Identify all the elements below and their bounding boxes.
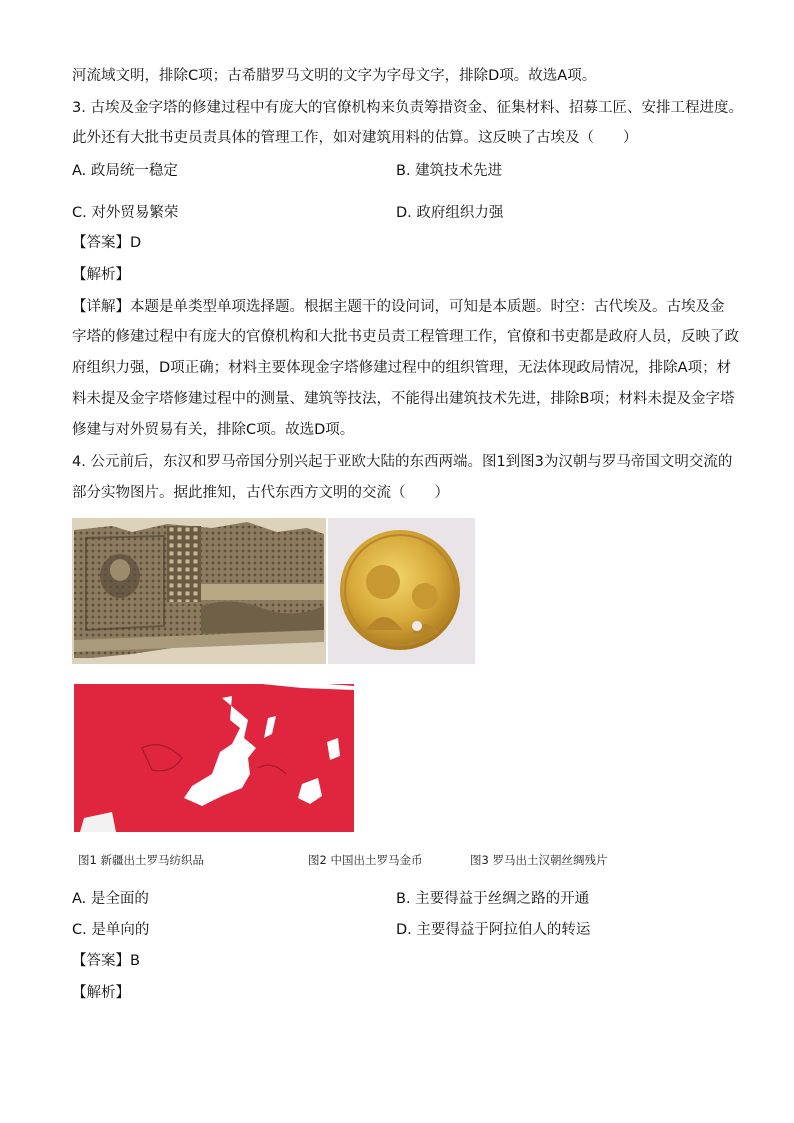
question-4-stem-cont: 部分实物图片。据此推知，古代东西方文明的交流（ ） <box>72 485 449 501</box>
text-line: 河流域文明，排除C项；古希腊罗马文明的文字为字母文字，排除D项。故选A项。 <box>72 68 597 84</box>
q3-detail-line: 修建与对外贸易有关，排除C项。故选D项。 <box>72 422 355 438</box>
question-4-stem: 4. 公元前后，东汉和罗马帝国分别兴起于亚欧大陆的东西两端。图1到图3为汉朝与罗马帝国文明交流的 <box>72 454 733 470</box>
q3-option-d: D. 政府组织力强 <box>396 205 504 221</box>
q4-option-b: B. 主要得益于丝绸之路的开通 <box>396 891 590 907</box>
q3-option-c: C. 对外贸易繁荣 <box>72 205 179 221</box>
q3-analysis-label: 【解析】 <box>72 267 130 283</box>
q4-option-c: C. 是单向的 <box>72 922 150 938</box>
figure-2-roman-gold-coin-image <box>328 518 475 664</box>
question-3-stem: 3. 古埃及金字塔的修建过程中有庞大的官僚机构来负责筹措资金、征集材料、招募工匠、安排工程进度。 <box>72 100 743 116</box>
figure-2-caption: 图2 中国出土罗马金币 <box>308 853 423 867</box>
q3-option-a: A. 政局统一稳定 <box>72 163 178 179</box>
figure-1-roman-textile-image <box>72 518 326 664</box>
q3-detail-line: 府组织力强，D项正确；材料主要体现金字塔修建过程中的组织管理，无法体现政局情况，排除A项；材 <box>72 360 732 376</box>
q3-option-b: B. 建筑技术先进 <box>396 163 503 179</box>
q3-detail-line: 料未提及金字塔修建过程中的测量、建筑等技法，不能得出建筑技术先进，排除B项；材料未提及金字塔 <box>72 391 735 407</box>
question-3-stem-cont: 此外还有大批书吏员责具体的管理工作，如对建筑用料的估算。这反映了古埃及（ ） <box>72 130 638 146</box>
q4-option-d: D. 主要得益于阿拉伯人的转运 <box>396 922 591 938</box>
figure-3-han-silk-fragment-image <box>72 678 356 834</box>
q4-analysis-label: 【解析】 <box>72 985 130 1001</box>
figure-3-caption: 图3 罗马出土汉朝丝绸残片 <box>470 853 608 867</box>
figure-1-caption: 图1 新疆出土罗马纺织品 <box>78 853 204 867</box>
q3-detail-line: 字塔的修建过程中有庞大的官僚机构和大批书吏员责工程管理工作，官僚和书吏都是政府人员，反映了政 <box>72 329 739 345</box>
q3-answer: 【答案】D <box>72 235 142 251</box>
q3-detail-line: 【详解】本题是单类型单项选择题。根据主题干的设问词，可知是本质题。时空：古代埃及。古埃及金 <box>72 299 725 315</box>
q4-answer: 【答案】B <box>72 953 140 969</box>
q4-option-a: A. 是全面的 <box>72 891 149 907</box>
